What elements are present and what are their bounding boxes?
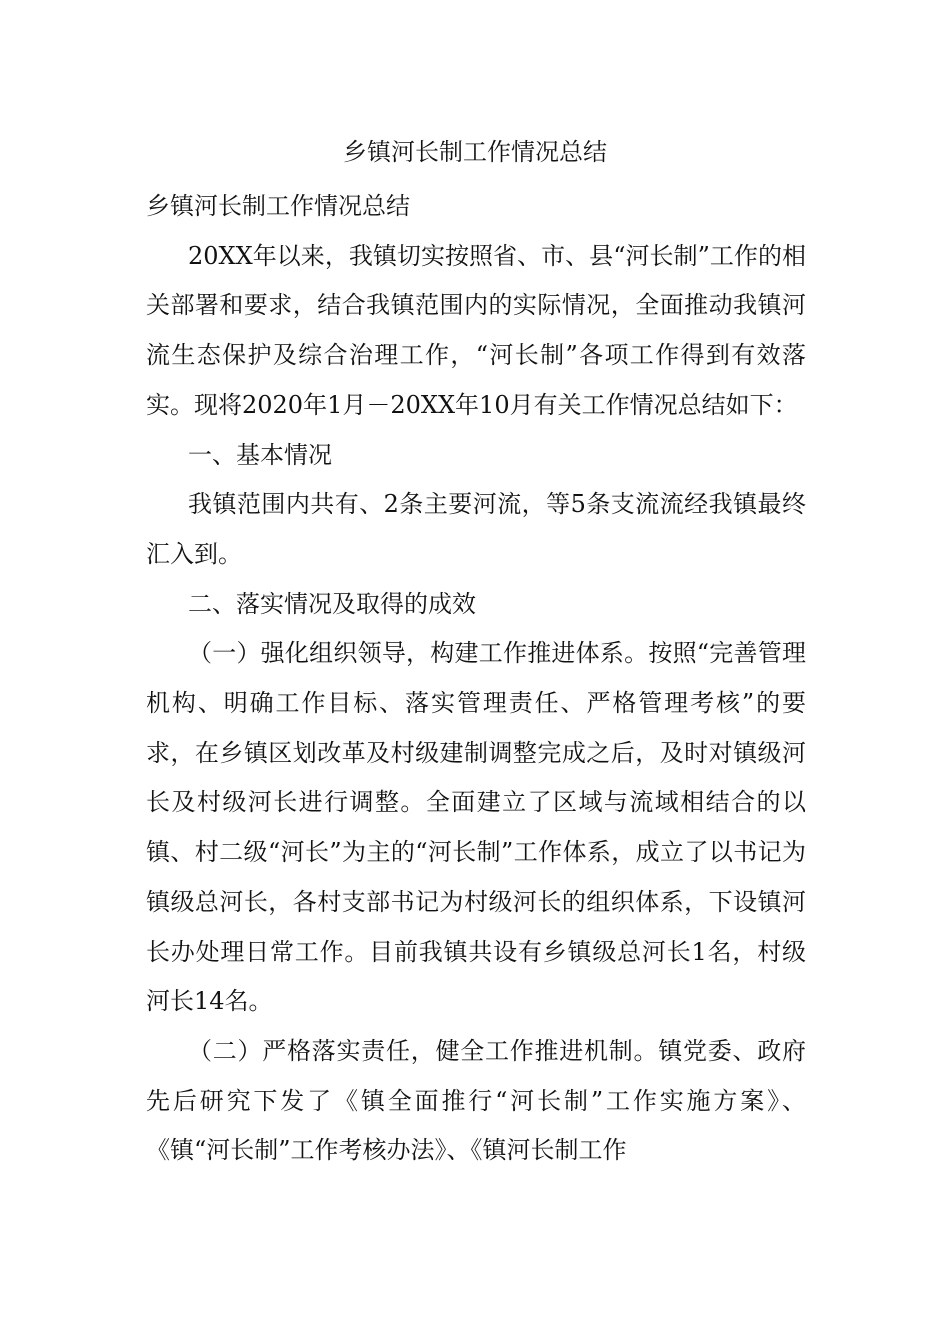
paragraph-basic: 我镇范围内共有、2条主要河流，等5条支流流经我镇最终汇入到。 <box>146 490 806 568</box>
section-heading-basic: 一、基本情况 <box>188 440 332 469</box>
paragraph-intro: 20XX年以来，我镇切实按照省、市、县“河长制”工作的相关部署和要求，结合我镇范围内的实际情况，全面推动我镇河流生态保护及综合治理工作，“河长制”各项工作得到有效落实。现将2020年1月－20XX年10月有关工作情况总结如下： <box>146 241 806 419</box>
document-subtitle: 乡镇河长制工作情况总结 <box>146 192 410 220</box>
paragraph-responsibility: （二）严格落实责任，健全工作推进机制。镇党委、政府先后研究下发了《镇全面推行“河长制”工作实施方案》、《镇“河长制”工作考核办法》、《镇河长制工作 <box>146 1036 806 1165</box>
paragraph-organization: （一）强化组织领导，构建工作推进体系。按照“完善管理机构、明确工作目标、落实管理责任、严格管理考核”的要求，在乡镇区划改革及村级建制调整完成之后，及时对镇级河长及村级河长进行调整。全面建立了区域与流域相结合的以镇、村二级“河长”为主的“河长制”工作体系，成立了以书记为镇级总河长，各村支部书记为村级河长的组织体系，下设镇河长办处理日常工作。目前我镇共设有乡镇级总河长1名，村级河长14名。 <box>146 639 806 1016</box>
document-title: 乡镇河长制工作情况总结 <box>343 138 607 166</box>
document-body <box>146 182 806 1176</box>
section-heading-results: 二、落实情况及取得的成效 <box>188 589 476 618</box>
